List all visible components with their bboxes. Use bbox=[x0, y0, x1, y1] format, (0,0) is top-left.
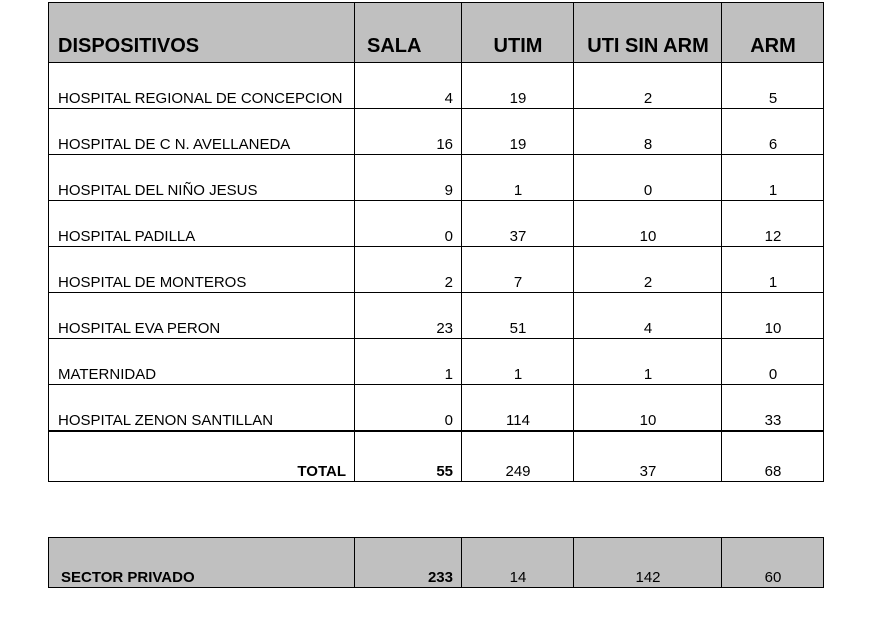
cell-dispositivo: HOSPITAL ZENON SANTILLAN bbox=[49, 385, 355, 432]
cell-sala: 1 bbox=[355, 339, 462, 385]
private-sector-uti-sin-arm: 142 bbox=[574, 538, 722, 588]
cell-arm: 12 bbox=[722, 201, 824, 247]
private-sector-utim: 14 bbox=[462, 538, 574, 588]
cell-utim: 37 bbox=[462, 201, 574, 247]
private-sector-arm: 60 bbox=[722, 538, 824, 588]
cell-uti-sin-arm: 0 bbox=[574, 155, 722, 201]
total-utim: 249 bbox=[462, 431, 574, 482]
cell-dispositivo: HOSPITAL REGIONAL DE CONCEPCION bbox=[49, 63, 355, 109]
cell-sala: 4 bbox=[355, 63, 462, 109]
cell-dispositivo: HOSPITAL PADILLA bbox=[49, 201, 355, 247]
table-row bbox=[49, 385, 824, 432]
cell-sala: 2 bbox=[355, 247, 462, 293]
devices-table bbox=[48, 2, 824, 482]
header-uti-sin-arm: UTI SIN ARM bbox=[574, 3, 722, 63]
table-row bbox=[49, 201, 824, 247]
header-arm: ARM bbox=[722, 3, 824, 63]
cell-dispositivo: HOSPITAL DEL NIÑO JESUS bbox=[49, 155, 355, 201]
total-sala: 55 bbox=[355, 431, 462, 482]
cell-dispositivo: HOSPITAL EVA PERON bbox=[49, 293, 355, 339]
table-body bbox=[49, 63, 824, 432]
cell-sala: 0 bbox=[355, 201, 462, 247]
cell-sala: 9 bbox=[355, 155, 462, 201]
private-sector-sala: 233 bbox=[355, 538, 462, 588]
header-sala: SALA bbox=[355, 3, 462, 63]
table-header-row bbox=[49, 3, 824, 63]
cell-utim: 114 bbox=[462, 385, 574, 432]
total-uti-sin-arm: 37 bbox=[574, 431, 722, 482]
total-arm: 68 bbox=[722, 431, 824, 482]
cell-uti-sin-arm: 4 bbox=[574, 293, 722, 339]
cell-uti-sin-arm: 10 bbox=[574, 201, 722, 247]
cell-arm: 0 bbox=[722, 339, 824, 385]
cell-dispositivo: HOSPITAL DE C N. AVELLANEDA bbox=[49, 109, 355, 155]
cell-dispositivo: HOSPITAL DE MONTEROS bbox=[49, 247, 355, 293]
private-sector-label: SECTOR PRIVADO bbox=[49, 538, 355, 588]
cell-sala: 23 bbox=[355, 293, 462, 339]
cell-uti-sin-arm: 10 bbox=[574, 385, 722, 432]
cell-arm: 33 bbox=[722, 385, 824, 432]
cell-arm: 1 bbox=[722, 155, 824, 201]
cell-arm: 1 bbox=[722, 247, 824, 293]
cell-utim: 19 bbox=[462, 109, 574, 155]
table-row bbox=[49, 63, 824, 109]
table-row bbox=[49, 293, 824, 339]
cell-arm: 10 bbox=[722, 293, 824, 339]
cell-utim: 19 bbox=[462, 63, 574, 109]
header-dispositivos: DISPOSITIVOS bbox=[49, 3, 355, 63]
cell-uti-sin-arm: 2 bbox=[574, 247, 722, 293]
cell-uti-sin-arm: 8 bbox=[574, 109, 722, 155]
cell-arm: 5 bbox=[722, 63, 824, 109]
table-row bbox=[49, 155, 824, 201]
header-utim: UTIM bbox=[462, 3, 574, 63]
table-row bbox=[49, 247, 824, 293]
total-row bbox=[49, 431, 824, 482]
cell-arm: 6 bbox=[722, 109, 824, 155]
cell-utim: 51 bbox=[462, 293, 574, 339]
cell-dispositivo: MATERNIDAD bbox=[49, 339, 355, 385]
cell-uti-sin-arm: 1 bbox=[574, 339, 722, 385]
private-sector-table bbox=[48, 537, 824, 588]
table-row bbox=[49, 339, 824, 385]
cell-sala: 16 bbox=[355, 109, 462, 155]
table-row bbox=[49, 109, 824, 155]
cell-utim: 7 bbox=[462, 247, 574, 293]
cell-uti-sin-arm: 2 bbox=[574, 63, 722, 109]
cell-sala: 0 bbox=[355, 385, 462, 432]
cell-utim: 1 bbox=[462, 339, 574, 385]
private-sector-row bbox=[49, 538, 824, 588]
cell-utim: 1 bbox=[462, 155, 574, 201]
total-label: TOTAL bbox=[49, 431, 355, 482]
